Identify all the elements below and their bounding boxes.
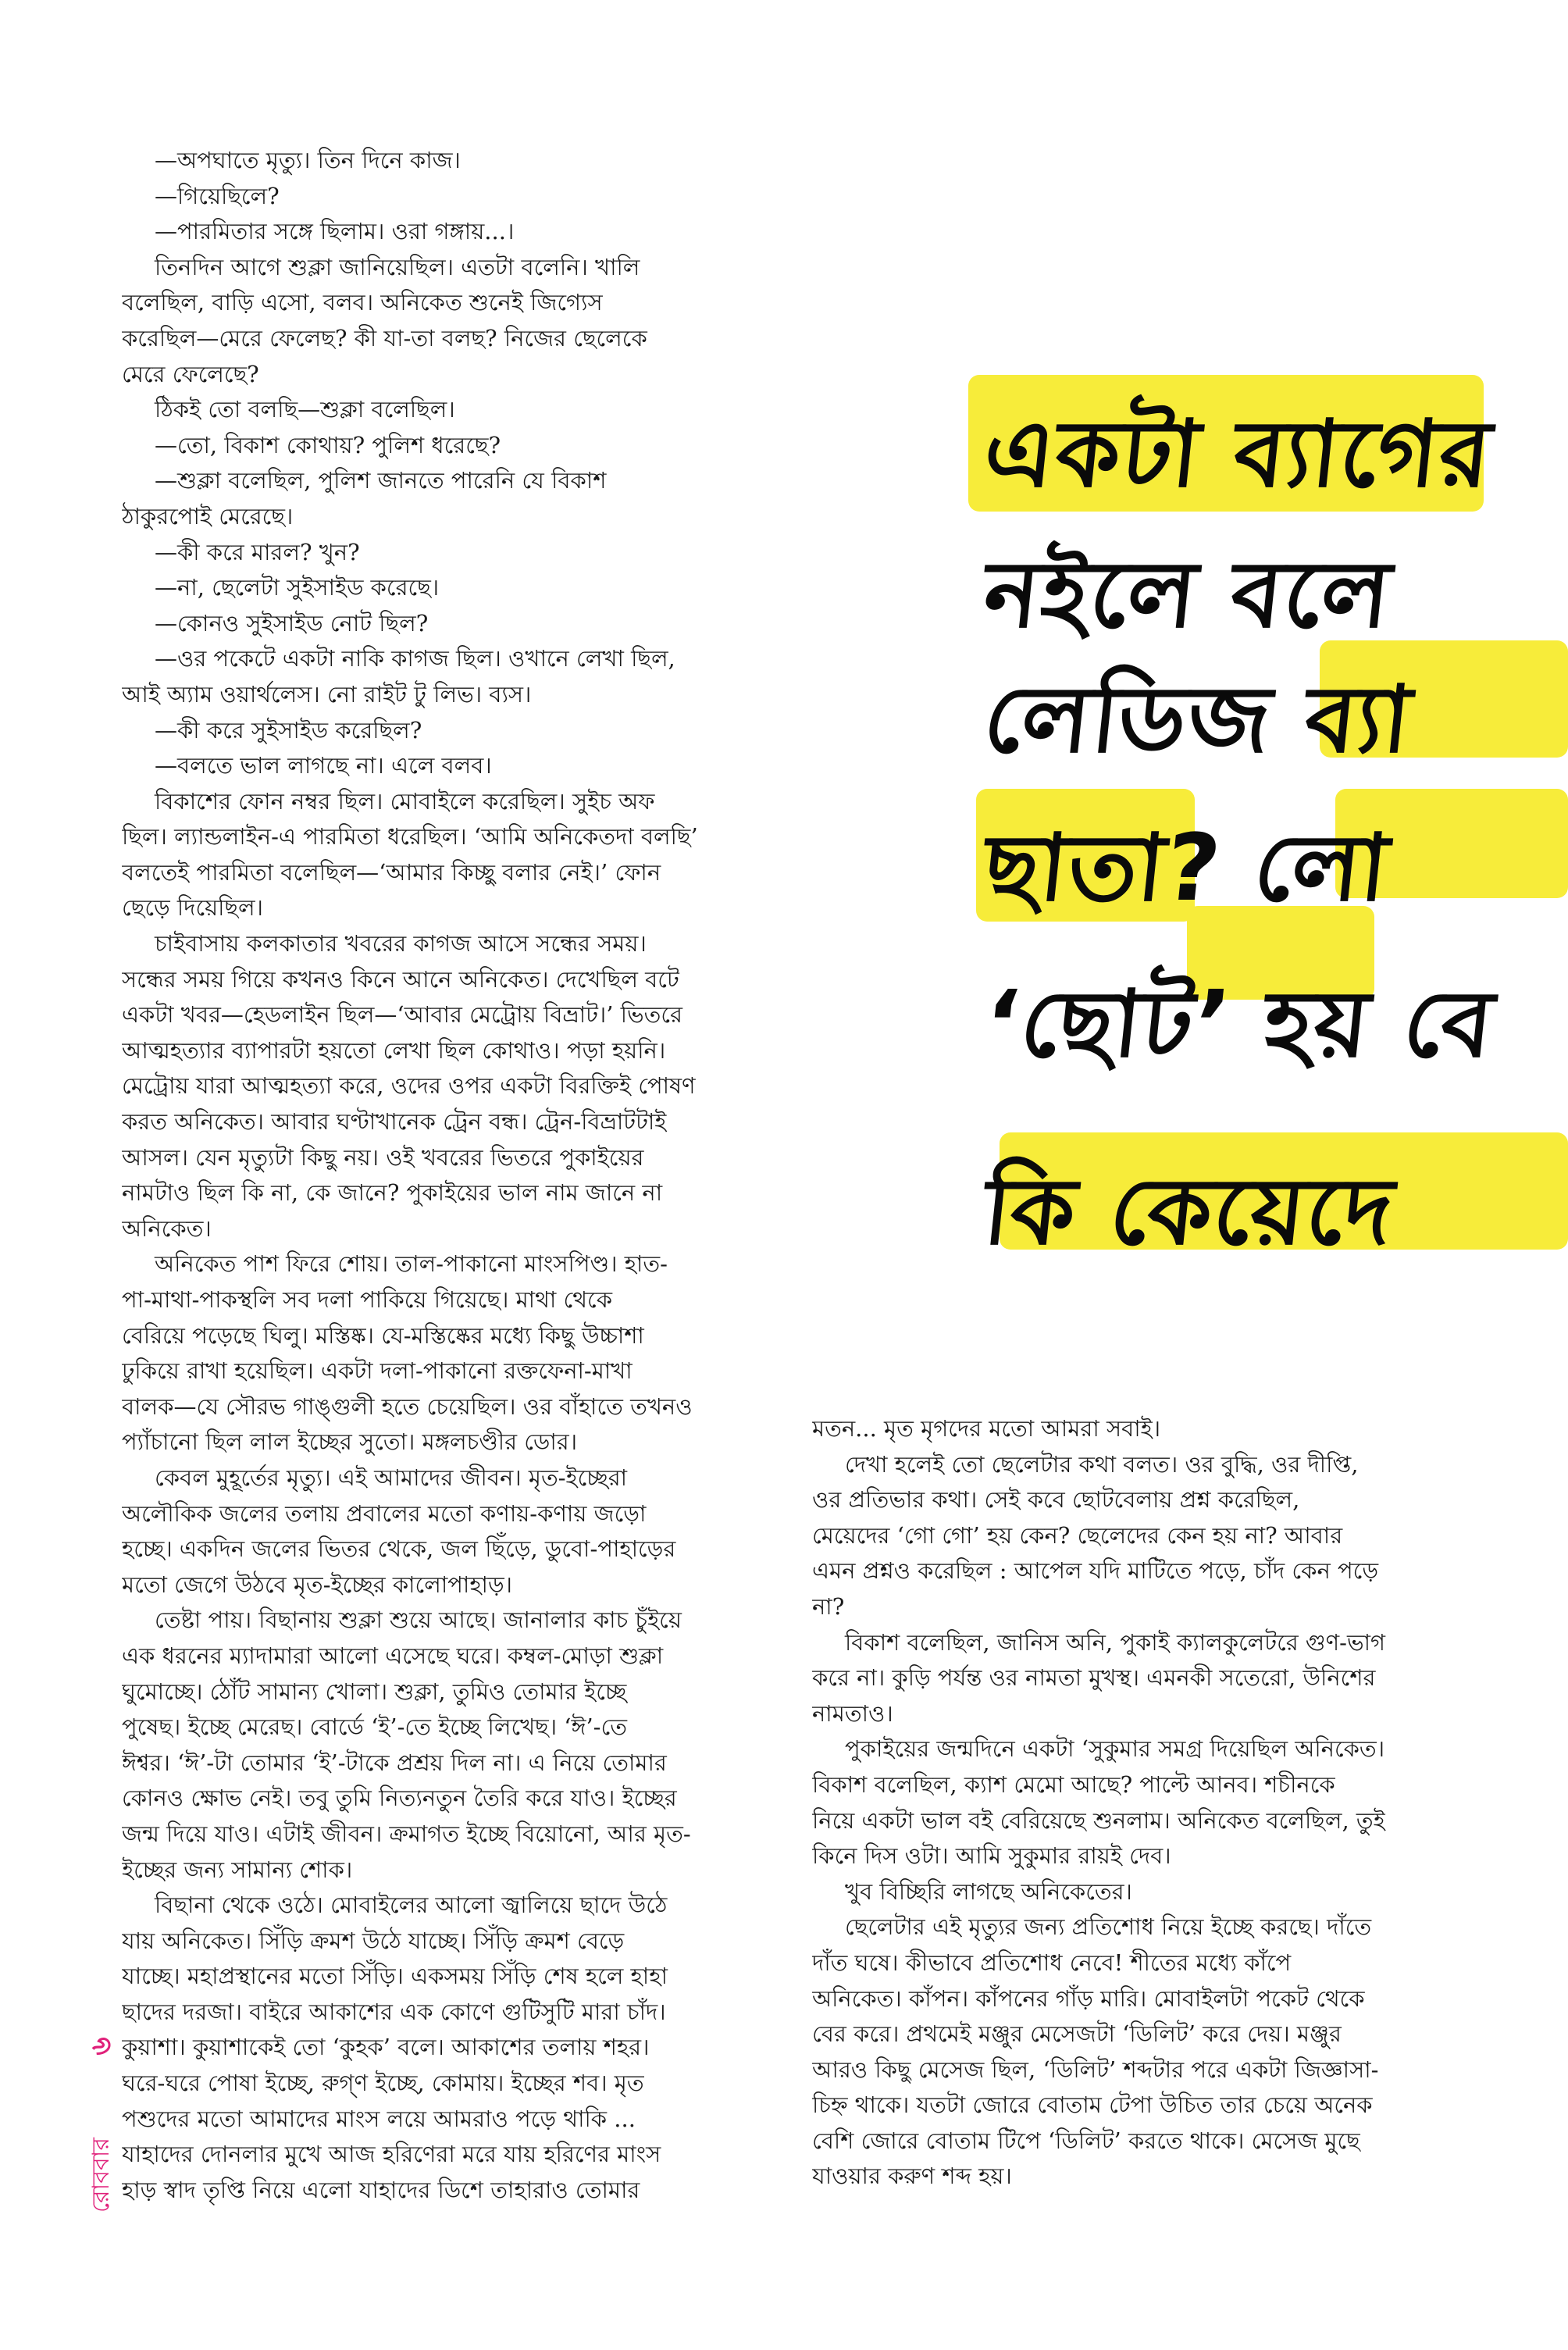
text-line: কিনে দিস ওটা। আমি সুকুমার রায়ই দেব। xyxy=(812,1842,1171,1870)
text-line: অনিকেত। কাঁপন। কাঁপনের গাঁড় মারি। মোবাইলটা পকেট থেকে xyxy=(812,1984,1365,2012)
text-line: পুকাইয়ের জন্মদিনে একটা ‘সুকুমার সমগ্র দিয়েছিল অনিকেত। xyxy=(845,1735,1385,1763)
text-line: করেছিল—মেরে ফেলেছ? কী যা-তা বলছ? নিজের ছেলেকে xyxy=(122,324,647,351)
text-line: বিছানা থেকে ওঠে। মোবাইলের আলো জ্বালিয়ে ছাদে উঠে xyxy=(155,1892,668,1919)
pull-quote xyxy=(953,344,1568,1265)
text-line: —তো, বিকাশ কোথায়? পুলিশ ধরেছে? xyxy=(155,431,501,458)
text-line: —কী করে সুইসাইড করেছিল? xyxy=(155,716,422,744)
pull-quote-line: একটা ব্যাগের xyxy=(978,400,1498,508)
text-line: মেয়েদের ‘গো গো’ হয় কেন? ছেলেদের কেন হয় না? আবার xyxy=(812,1521,1343,1549)
text-line: করে না। কুড়ি পর্যন্ত ওর নামতা মুখস্থ। এমনকী সতেরো, উনিশের xyxy=(812,1664,1376,1692)
text-line: —গিয়েছিলে? xyxy=(155,182,280,209)
text-line: অলৌকিক জলের তলায় প্রবালের মতো কণায়-কণায় জড়ো xyxy=(122,1500,647,1527)
text-line: আসল। যেন মৃত্যুটা কিছু নয়। ওই খবরের ভিতরে পুকাইয়ের xyxy=(122,1143,644,1171)
text-line: হচ্ছে। একদিন জলের ভিতর থেকে, জল ছিঁড়ে, ডুবো-পাহাড়ের xyxy=(122,1535,676,1563)
text-line: এমন প্রশ্নও করেছিল : আপেল যদি মাটিতে পড়ে, চাঁদ কেন পড়ে xyxy=(812,1557,1379,1585)
text-line: বলতেই পারমিতা বলেছিল—‘আমার কিচ্ছু বলার নেই।’ ফোন xyxy=(122,858,661,886)
text-line: বেরিয়ে পড়েছে ঘিলু। মস্তিষ্ক। যে-মস্তিষ্কের মধ্যে কিছু উচ্চাশা xyxy=(122,1321,644,1349)
text-line: জন্ম দিয়ে যাও। এটাই জীবন। ক্রমাগত ইচ্ছে বিয়োনো, আর মৃত- xyxy=(122,1820,691,1847)
text-line: ছাদের দরজা। বাইরে আকাশের এক কোণে গুটিসুটি মারা চাঁদ। xyxy=(122,1998,666,2025)
text-line: সন্ধের সময় গিয়ে কখনও কিনে আনে অনিকেত। দেখেছিল বটে xyxy=(122,965,679,993)
text-line: ঈশ্বর। ‘ঈ’-টা তোমার ‘ই’-টাকে প্রশ্রয় দিল না। এ নিয়ে তোমার xyxy=(122,1749,667,1776)
text-line: বলেছিল, বাড়ি এসো, বলব। অনিকেত শুনেই জিগ্যেস xyxy=(122,289,603,316)
text-line: কেবল মুহূর্তের মৃত্যু। এই আমাদের জীবন। মৃত-ইচ্ছেরা xyxy=(155,1464,628,1491)
text-line: কুয়াশা। কুয়াশাকেই তো ‘কুহক’ বলে। আকাশের তলায় শহর। xyxy=(122,2034,650,2061)
article-left-column xyxy=(122,143,715,2208)
text-line: —অপঘাতে মৃত্যু। তিন দিনে কাজ। xyxy=(155,147,461,173)
text-line: নিয়ে একটা ভাল বই বেরিয়েছে শুনলাম। অনিকেত বলেছিল, তুই xyxy=(812,1806,1385,1834)
text-line: পশুদের মতো আমাদের মাংস লয়ে আমরাও পড়ে থাকি ... xyxy=(122,2105,636,2132)
text-line: দাঁত ঘষে। কীভাবে প্রতিশোধ নেবে! শীতের মধ্যে কাঁপে xyxy=(812,1949,1292,1976)
text-line: চাইবাসায় কলকাতার খবরের কাগজ আসে সন্ধের সময়। xyxy=(155,930,647,957)
text-line: বিকাশ বলেছিল, ক্যাশ মেমো আছে? পাল্টে আনব। শচীনকে xyxy=(812,1771,1335,1798)
text-line: ঘরে-ঘরে পোষা ইচ্ছে, রুগ্‌ণ ইচ্ছে, কোমায়। ইচ্ছের শব। মৃত xyxy=(122,2070,644,2097)
text-line: —পারমিতার সঙ্গে ছিলাম। ওরা গঙ্গায়...। xyxy=(155,218,515,245)
pull-quote-line: লেডিজ ব্যা xyxy=(978,665,1418,773)
text-line: —শুক্লা বলেছিল, পুলিশ জানতে পারেনি যে বিকাশ xyxy=(155,467,607,494)
magazine-name: রোববার xyxy=(87,2138,115,2213)
text-line: ছেলেটার এই মৃত্যুর জন্য প্রতিশোধ নিয়ে ইচ্ছে করছে। দাঁতে xyxy=(845,1913,1372,1941)
text-line: ছিল। ল্যান্ডলাইন-এ পারমিতা ধরেছিল। ‘আমি অনিকেতদা বলছি’ xyxy=(122,823,698,850)
text-line: মেরে ফেলেছে? xyxy=(122,360,259,387)
text-line: আই অ্যাম ওয়ার্থলেস। নো রাইট টু লিভ। ব্যস। xyxy=(122,680,532,708)
text-line: ঢুকিয়ে রাখা হয়েছিল। একটা দলা-পাকানো রক্তফেনা-মাখা xyxy=(122,1357,633,1385)
text-line: ঠিকই তো বলছি—শুক্লা বলেছিল। xyxy=(155,396,455,423)
text-line: প্যাঁচানো ছিল লাল ইচ্ছের সুতো। মঙ্গলচণ্ডীর ডোর। xyxy=(122,1428,578,1456)
text-line: —না, ছেলেটা সুইসাইড করেছে। xyxy=(155,574,440,601)
text-line: করত অনিকেত। আবার ঘণ্টাখানেক ট্রেন বন্ধ। ট্রেন-বিভ্রাটটাই xyxy=(122,1108,667,1136)
pull-quote-line: ছাতা? লো xyxy=(978,814,1395,922)
page-folio xyxy=(78,2023,125,2257)
text-line: ঠাকুরপোই মেরেছে। xyxy=(122,502,294,530)
text-line: ঘুমোচ্ছে। ঠোঁট সামান্য খোলা। শুক্লা, তুমিও তোমার ইচ্ছে xyxy=(122,1678,627,1705)
text-line: চিহ্ন থাকে। যতটা জোরে বোতাম টেপা উচিত তার চেয়ে অনেক xyxy=(812,2091,1373,2119)
text-line: তিনদিন আগে শুক্লা জানিয়েছিল। এতটা বলেনি। খালি xyxy=(155,253,640,280)
pull-quote-line: নইলে বলে xyxy=(978,540,1398,648)
text-line: মতো জেগে উঠবে মৃত-ইচ্ছের কালোপাহাড়। xyxy=(122,1571,513,1598)
text-line: এক ধরনের ম্যাদামারা আলো এসেছে ঘরে। কম্বল-মোড়া শুক্লা xyxy=(122,1642,664,1669)
text-line: —কোনও সুইসাইড নোট ছিল? xyxy=(155,609,429,637)
text-line: বিকাশ বলেছিল, জানিস অনি, পুকাই ক্যালকুলেটরে গুণ-ভাগ xyxy=(845,1628,1385,1656)
text-line: যায় অনিকেত। সিঁড়ি ক্রমশ উঠে যাচ্ছে। সিঁড়ি ক্রমশ বেড়ে xyxy=(122,1927,625,1954)
text-line: হাড় স্বাদ তৃপ্তি নিয়ে এলো যাহাদের ডিশে তাহারাও তোমার xyxy=(122,2176,640,2203)
page-number: ৬ xyxy=(85,2037,117,2056)
text-line: ছেড়ে দিয়েছিল। xyxy=(122,894,264,922)
text-line: পা-মাথা-পাকস্থলি সব দলা পাকিয়ে গিয়েছে। মাথা থেকে xyxy=(122,1286,612,1313)
text-line: তেষ্টা পায়। বিছানায় শুক্লা শুয়ে আছে। জানালার কাচ চুঁইয়ে xyxy=(155,1606,682,1634)
text-line: দেখা হলেই তো ছেলেটার কথা বলত। ওর বুদ্ধি, ওর দীপ্তি, xyxy=(845,1450,1359,1478)
text-line: যাচ্ছে। মহাপ্রস্থানের মতো সিঁড়ি। একসময় সিঁড়ি শেষ হলে হাহা xyxy=(122,1963,668,1990)
text-line: আরও কিছু মেসেজ ছিল, ‘ডিলিট’ শব্দটার পরে একটা জিজ্ঞাসা- xyxy=(812,2056,1379,2083)
article-right-column xyxy=(812,1411,1413,2195)
pull-quote-line: কি কেয়েদে xyxy=(978,1157,1400,1265)
text-line: মেট্রোয় যারা আত্মহত্যা করে, ওদের ওপর একটা বিরক্তিই পোষণ xyxy=(122,1072,696,1100)
text-line: পুষেছ। ইচ্ছে মেরেছ। বোর্ডে ‘ই’-তে ইচ্ছে লিখেছ। ‘ঈ’-তে xyxy=(122,1713,627,1741)
text-line: ইচ্ছের জন্য সামান্য শোক। xyxy=(122,1856,353,1883)
text-line: যাহাদের দোনলার মুখে আজ হরিণেরা মরে যায় হরিণের মাংস xyxy=(122,2141,661,2168)
text-line: বিকাশের ফোন নম্বর ছিল। মোবাইলে করেছিল। সুইচ অফ xyxy=(155,787,655,815)
text-line: বালক—যে সৌরভ গাঙ্গুলী হতে চেয়েছিল। ওর বাঁহাতে তখনও xyxy=(122,1393,693,1420)
text-line: মতন... মৃত মৃগদের মতো আমরা সবাই। xyxy=(812,1415,1161,1442)
text-line: কোনও ক্ষোভ নেই। তবু তুমি নিত্যনতুন তৈরি করে যাও। ইচ্ছের xyxy=(122,1785,677,1812)
text-line: —বলতে ভাল লাগছে না। এলে বলব। xyxy=(155,752,492,779)
text-line: অনিকেত। xyxy=(122,1214,212,1242)
text-line: একটা খবর—হেডলাইন ছিল—‘আবার মেট্রোয় বিভ্রাট।’ ভিতরে xyxy=(122,1001,682,1029)
text-line: —ওর পকেটে একটা নাকি কাগজ ছিল। ওখানে লেখা ছিল, xyxy=(155,645,675,672)
text-line: আত্মহত্যার ব্যাপারটা হয়তো লেখা ছিল কোথাও। পড়া হয়নি। xyxy=(122,1036,666,1064)
pull-quote-line: ‘ছোট’ হয় বে xyxy=(978,970,1500,1078)
text-line: যাওয়ার করুণ শব্দ হয়। xyxy=(812,2163,1012,2190)
text-line: —কী করে মারল? খুন? xyxy=(155,538,360,565)
text-line: খুব বিচ্ছিরি লাগছে অনিকেতের। xyxy=(845,1878,1132,1905)
text-line: নামতাও। xyxy=(812,1699,893,1727)
text-line: নামটাও ছিল কি না, কে জানে? পুকাইয়ের ভাল নাম জানে না xyxy=(122,1179,663,1207)
text-line: অনিকেত পাশ ফিরে শোয়। তাল-পাকানো মাংসপিণ্ড। হাত- xyxy=(155,1250,668,1278)
text-line: বের করে। প্রথমেই মঞ্জুর মেসেজটা ‘ডিলিট’ করে দেয়। মঞ্জুর xyxy=(812,2020,1342,2048)
text-line: না? xyxy=(812,1592,845,1620)
text-line: ওর প্রতিভার কথা। সেই কবে ছোটবেলায় প্রশ্ন করেছিল, xyxy=(812,1486,1300,1514)
text-line: বেশি জোরে বোতাম টিপে ‘ডিলিট’ করতে থাকে। মেসেজ মুছে xyxy=(812,2127,1360,2154)
